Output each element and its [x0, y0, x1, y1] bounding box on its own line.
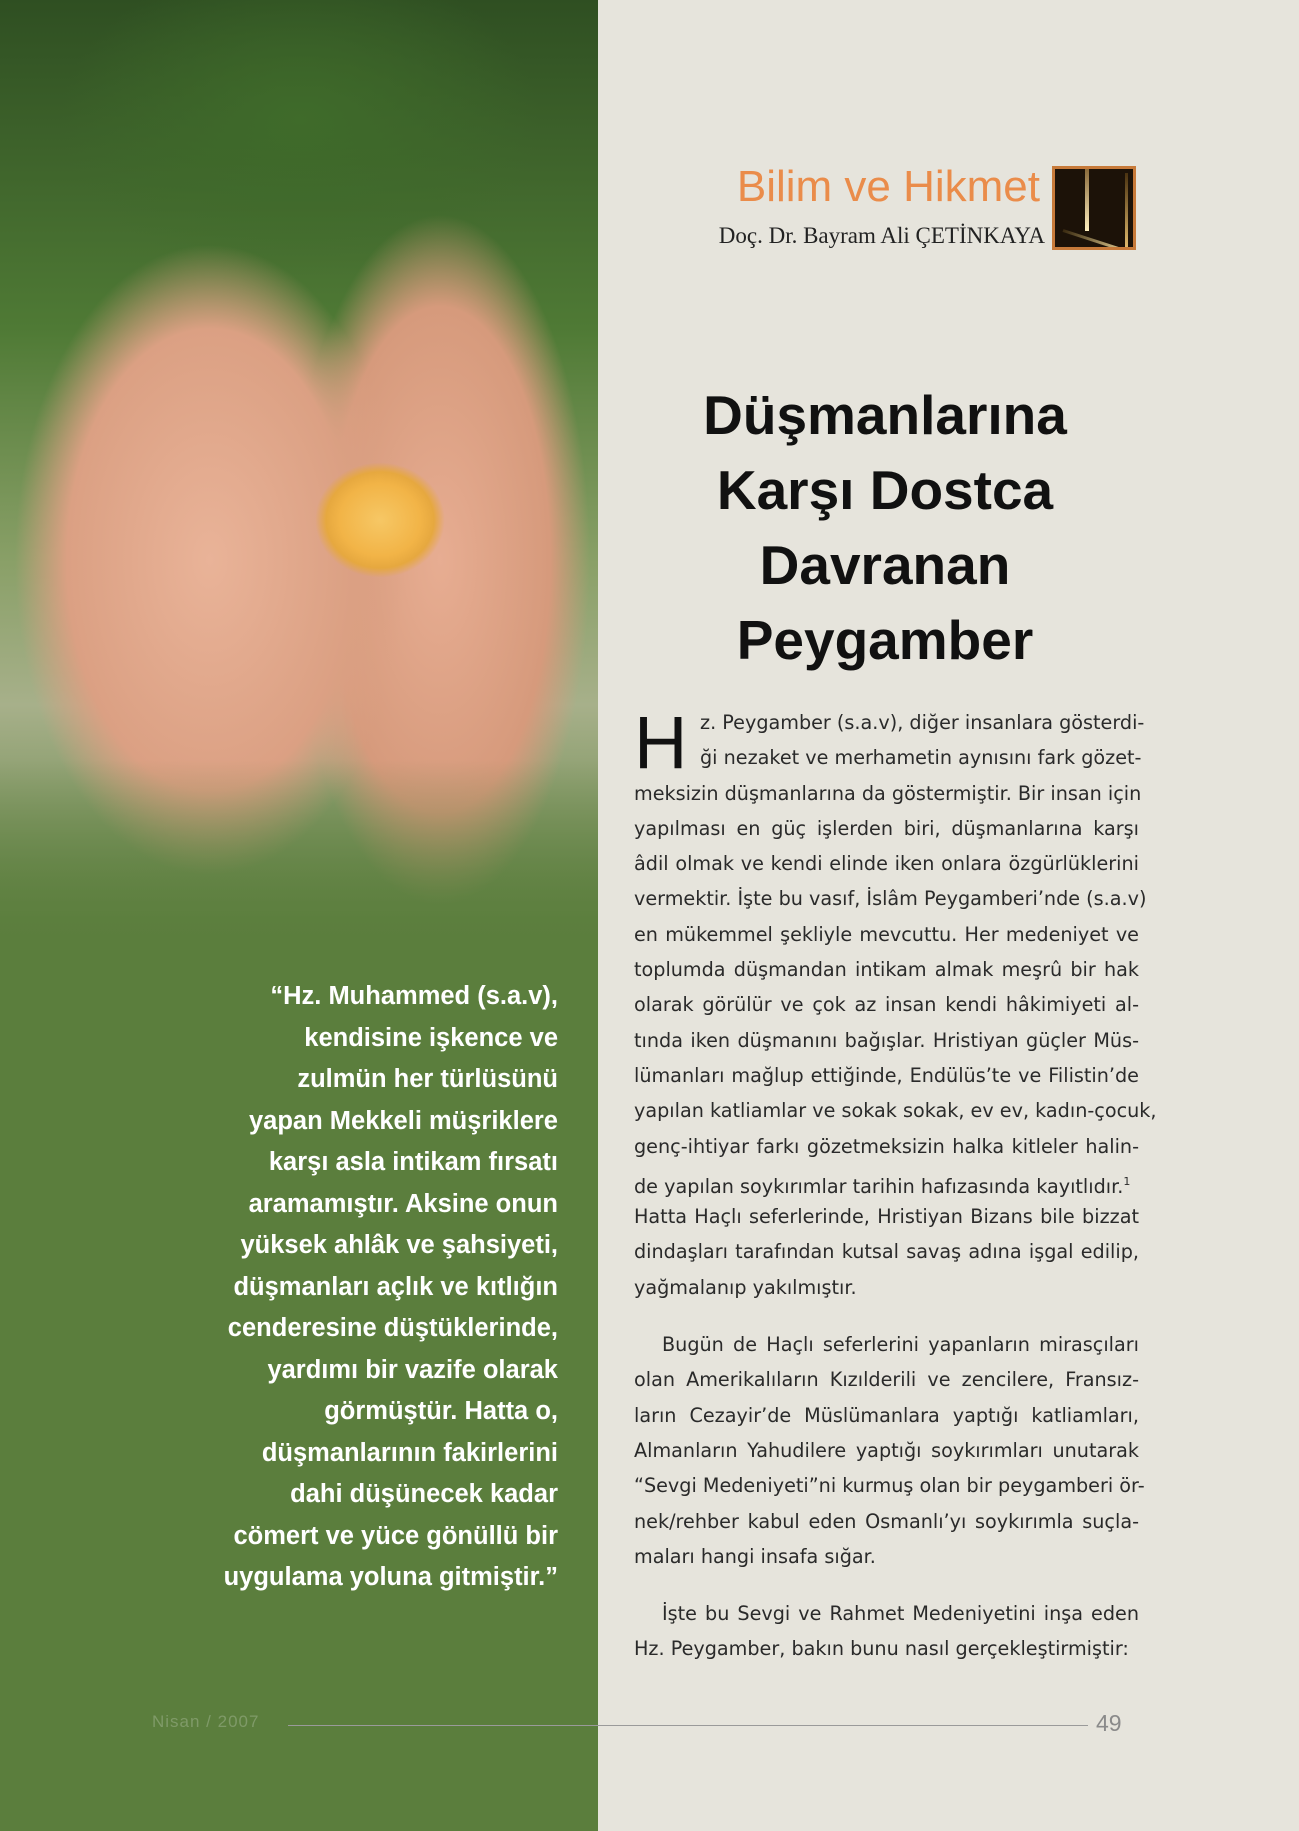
- text-line: z. Peygamber (s.a.v), diğer insanlara gösterdi-: [700, 711, 1145, 734]
- article-title: [630, 378, 1140, 678]
- text-line: genç-ihtiyar farkı gözetmeksizin halka kitleler halin-: [634, 1134, 1139, 1158]
- text-line: meksizin düşmanlarına da göstermiştir. Bir insan için: [634, 781, 1142, 805]
- text-line: İşte bu Sevgi ve Rahmet Medeniyetini inşa eden: [662, 1602, 1139, 1626]
- text-line: lümanları mağlup ettiğinde, Endülüs’te ve Filistin’de: [634, 1063, 1139, 1087]
- text-line: dindaşları tarafından kutsal savaş adına işgal edilip,: [634, 1240, 1139, 1264]
- pull-quote-line: dahi düşünecek kadar: [290, 1480, 558, 1508]
- footer-rule: [288, 1725, 1088, 1726]
- title-line: Düşmanlarına: [703, 384, 1067, 446]
- section-emblem-icon: [1052, 166, 1136, 250]
- footer-date: Nisan / 2007: [152, 1712, 260, 1731]
- title-line: Karşı Dostca: [716, 459, 1054, 521]
- text-line: maları hangi insafa sığar.: [634, 1544, 876, 1568]
- pull-quote-line: düşmanları açlık ve kıtlığın: [233, 1272, 558, 1301]
- paragraph-2: [634, 1327, 1145, 1574]
- drop-cap: H: [634, 701, 688, 784]
- text-line: âdil olmak ve kendi elinde iken onlara özgürlüklerini: [634, 852, 1139, 876]
- left-panel: [0, 0, 598, 1831]
- title-line: Davranan: [759, 534, 1011, 596]
- section-title: Bilim ve Hikmet: [736, 162, 1040, 211]
- pull-quote-line: “Hz. Muhammed (s.a.v),: [270, 982, 558, 1010]
- text-line: olarak görülür ve çok az insan kendi hâkimiyeti al-: [634, 993, 1139, 1017]
- text-line: en mükemmel şekliyle mevcuttu. Her medeniyet ve: [634, 922, 1139, 946]
- text-line: “Sevgi Medeniyeti”ni kurmuş olan bir peygamberi ör-: [634, 1474, 1145, 1498]
- text-line: Almanların Yahudilere yaptığı soykırımları unutarak: [634, 1438, 1139, 1462]
- paragraph-3: [634, 1596, 1139, 1667]
- pull-quote-line: karşı asla intikam fırsatı: [268, 1148, 558, 1176]
- pull-quote-line: görmüştür. Hatta o,: [324, 1397, 558, 1425]
- footnote-mark: 1: [1123, 1174, 1131, 1188]
- text-line: tında iken düşmanını bağışlar. Hristiyan güçler Müs-: [634, 1028, 1139, 1052]
- pull-quote-line: düşmanlarının fakirlerini: [261, 1438, 558, 1467]
- text-line: ların Cezayir’de Müslümanlara yaptığı katliamları,: [634, 1403, 1139, 1427]
- text-line: ği nezaket ve merhametin aynısını fark gözet-: [700, 746, 1142, 770]
- pull-quote-line: zulmün her türlüsünü: [297, 1065, 558, 1093]
- text-line: olan Amerikalıların Kızılderili ve zencilere, Fransız-: [634, 1368, 1139, 1392]
- photo-fade: [0, 760, 598, 960]
- page-number: 49: [1096, 1710, 1122, 1736]
- article-body: [634, 701, 1157, 1667]
- author-name: Doç. Dr. Bayram Ali ÇETİNKAYA: [718, 223, 1045, 248]
- pull-quote-line: cömert ve yüce gönüllü bir: [233, 1521, 558, 1550]
- text-line-footnote: [634, 1164, 1139, 1199]
- text-line: yapılması en güç işlerden biri, düşmanlarına karşı: [634, 816, 1139, 840]
- pull-quote-line: yüksek ahlâk ve şahsiyeti,: [240, 1231, 558, 1259]
- pull-quote-line: aramamıştır. Aksine onun: [248, 1189, 558, 1218]
- pull-quote-line: yapan Mekkeli müşriklere: [248, 1106, 558, 1135]
- title-line: Peygamber: [736, 609, 1034, 671]
- pull-quote-line: cenderesine düştüklerinde,: [227, 1314, 558, 1342]
- pull-quote-line: yardımı bir vazife olarak: [267, 1355, 558, 1384]
- text-line: Hatta Haçlı seferlerinde, Hristiyan Bizans bile bizzat: [634, 1205, 1139, 1229]
- text-line: Hz. Peygamber, bakın bunu nasıl gerçekleştirmiştir:: [634, 1637, 1129, 1661]
- text-line: vermektir. İşte bu vasıf, İslâm Peygamberi’nde (s.a.v): [634, 887, 1147, 911]
- pull-quote-line: kendisine işkence ve: [304, 1023, 558, 1052]
- text-line: yapılan katliamlar ve sokak sokak, ev ev, kadın-çocuk,: [634, 1099, 1157, 1123]
- paragraph-1: [634, 701, 1157, 1305]
- pull-quote: [78, 976, 558, 1599]
- pull-quote-line: uygulama yoluna gitmiştir.”: [223, 1563, 558, 1591]
- footnote-line-text: de yapılan soykırımlar tarihin hafızasında kayıtlıdır.: [634, 1174, 1124, 1198]
- text-line: toplumda düşmandan intikam almak meşrû bir hak: [634, 958, 1139, 982]
- text-line: nek/rehber kabul eden Osmanlı’yı soykırımla suçla-: [634, 1509, 1139, 1533]
- text-line: Bugün de Haçlı seferlerini yapanların mirasçıları: [662, 1333, 1139, 1357]
- text-line: yağmalanıp yakılmıştır.: [634, 1275, 857, 1299]
